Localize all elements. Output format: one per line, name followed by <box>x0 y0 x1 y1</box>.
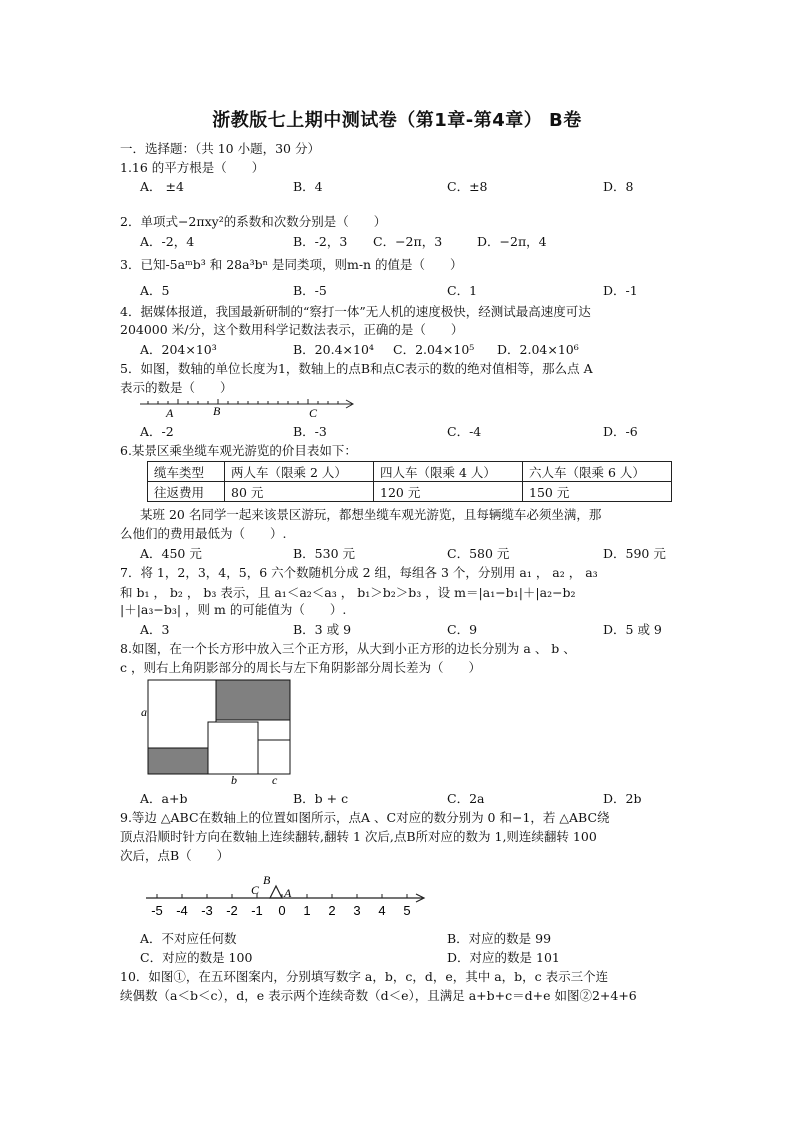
q4-option-c[interactable]: C．2.04×10⁵ <box>393 342 475 357</box>
q6-option-c[interactable]: C．580 元 <box>447 546 510 561</box>
q5-stem-line2: 表示的数是（ ） <box>120 380 233 395</box>
q10-stem-line2: 续偶数（a＜b＜c），d，e 表示两个连续奇数（d＜e），且满足 a+b+c＝d+e 如图②2+4+6 <box>120 988 637 1003</box>
square-b <box>208 722 258 774</box>
q5-point-a-label: A <box>166 406 174 420</box>
q2-option-d[interactable]: D．−2π，4 <box>477 234 547 249</box>
q6-stem-line2: 么他们的费用最低为（ ）. <box>120 526 287 541</box>
table-header-row <box>148 462 672 482</box>
table-row <box>148 482 672 502</box>
bottom-left-shaded-region <box>148 748 208 774</box>
triangle-vertex-b-label: B <box>263 873 271 887</box>
table-cell: 六人车（限乘 6 人） <box>523 462 672 482</box>
q4-option-a[interactable]: A．204×10³ <box>140 342 217 357</box>
q3-option-b[interactable]: B．-5 <box>293 283 327 298</box>
q7-stem-line1: 7．将 1，2，3，4，5，6 六个数随机分成 2 组，每组各 3 个，分别用 a₁ ， a₂ ， a₃ <box>120 565 598 580</box>
q3-option-c[interactable]: C．1 <box>447 283 478 298</box>
q6-fare-table <box>147 461 672 502</box>
q4-option-d[interactable]: D．2.04×10⁶ <box>497 342 579 357</box>
triangle-abc <box>270 886 282 898</box>
q1-stem: 1.16 的平方根是（ ） <box>120 160 265 175</box>
q5-point-c-label: C <box>309 406 318 420</box>
q6-option-b[interactable]: B．530 元 <box>293 546 356 561</box>
q1-option-c[interactable]: C．±8 <box>447 179 488 194</box>
q9-option-b[interactable]: B．对应的数是 99 <box>447 931 552 946</box>
tick-label: 0 <box>278 903 286 918</box>
q9-stem-line1: 9.等边 △ABC在数轴上的位置如图所示，点A 、C对应的数分别为 0 和−1，若 △ABC绕 <box>120 810 610 825</box>
q5-option-d[interactable]: D．-6 <box>603 424 638 439</box>
triangle-vertex-a-label: A <box>284 886 292 900</box>
table-cell: 两人车（限乘 2 人） <box>225 462 374 482</box>
q6-option-a[interactable]: A．450 元 <box>140 546 202 561</box>
q3-option-d[interactable]: D．-1 <box>603 283 638 298</box>
q3-option-a[interactable]: A．5 <box>140 283 170 298</box>
q6-stem-line1: 某班 20 名同学一起来该景区游玩，都想坐缆车观光游览，且每辆缆车必须坐满，那 <box>140 507 602 522</box>
table-cell: 四人车（限乘 4 人） <box>374 462 523 482</box>
tick-label: 5 <box>403 903 411 918</box>
q8-option-c[interactable]: C．2a <box>447 791 485 806</box>
tick-label: 1 <box>303 903 311 918</box>
q8-stem-line2: c ，则右上角阴影部分的周长与左下角阴影部分周长差为（ ） <box>120 660 481 675</box>
q5-point-b-label: B <box>213 404 221 418</box>
tick-label: -5 <box>151 903 163 918</box>
square-c <box>258 740 290 774</box>
q2-option-a[interactable]: A．-2，4 <box>140 234 195 249</box>
q4-stem-line1: 4．据媒体报道，我国最新研制的“察打一体”无人机的速度极快，经测试最高速度可达 <box>120 304 591 319</box>
triangle-vertex-c-label: C <box>251 883 260 897</box>
q5-option-b[interactable]: B．-3 <box>293 424 327 439</box>
label-b: b <box>231 773 237 787</box>
q9-number-line-figure <box>140 864 430 920</box>
tick-label: 4 <box>378 903 386 918</box>
top-right-shaded-region <box>216 680 290 720</box>
q4-option-b[interactable]: B．20.4×10⁴ <box>293 342 374 357</box>
q7-option-b[interactable]: B．3 或 9 <box>293 622 352 637</box>
q8-option-b[interactable]: B．b + c <box>293 791 349 806</box>
q10-stem-line1: 10．如图①，在五环图案内，分别填写数字 a，b，c，d，e，其中 a，b，c 表示三个连 <box>120 969 609 984</box>
table-cell: 120 元 <box>374 482 523 502</box>
tick-label: -4 <box>176 903 188 918</box>
q7-stem-line3: |＋|a₃−b₃| ，则 m 的可能值为（ ）. <box>120 602 347 617</box>
q1-option-b[interactable]: B．4 <box>293 179 323 194</box>
q9-option-a[interactable]: A．不对应任何数 <box>140 931 237 946</box>
q5-option-a[interactable]: A．-2 <box>140 424 174 439</box>
table-cell: 80 元 <box>225 482 374 502</box>
table-cell: 缆车类型 <box>148 462 225 482</box>
page-title: 浙教版七上期中测试卷（第1章-第4章） B卷 <box>212 110 582 131</box>
q7-stem-line2: 和 b₁ ， b₂ ， b₃ 表示，且 a₁＜a₂＜a₃ ， b₁＞b₂＞b₃ ，设 m＝|a₁−b₁|＋|a₂−b₂ <box>120 585 576 600</box>
q6-intro: 6.某景区乘坐缆车观光游览的价目表如下： <box>120 443 357 458</box>
label-a: a <box>141 705 147 719</box>
q5-number-line-figure <box>140 396 362 422</box>
q4-stem-line2: 204000 米/分，这个数用科学记数法表示，正确的是（ ） <box>120 322 464 337</box>
label-c: c <box>272 773 278 787</box>
section-heading: 一．选择题：（共 10 小题，30 分） <box>120 141 320 156</box>
q5-stem-line1: 5．如图，数轴的单位长度为1，数轴上的点B和点C表示的数的绝对值相等，那么点 A <box>120 361 593 376</box>
q1-option-a[interactable]: A． ±4 <box>140 179 184 194</box>
tick-label: 3 <box>353 903 361 918</box>
q8-option-d[interactable]: D．2b <box>603 791 642 806</box>
q7-option-a[interactable]: A．3 <box>140 622 170 637</box>
q7-option-c[interactable]: C．9 <box>447 622 478 637</box>
tick-label: -3 <box>201 903 213 918</box>
q1-option-d[interactable]: D．8 <box>603 179 634 194</box>
q3-stem: 3．已知-5aᵐb³ 和 28a³bⁿ 是同类项，则m-n 的值是（ ） <box>120 257 463 272</box>
square-a <box>148 680 216 748</box>
q9-option-d[interactable]: D．对应的数是 101 <box>447 950 560 965</box>
q2-option-b[interactable]: B．-2，3 <box>293 234 348 249</box>
q2-stem: 2．单项式−2πxy²的系数和次数分别是（ ） <box>120 214 387 229</box>
q2-option-c[interactable]: C．−2π，3 <box>373 234 443 249</box>
q6-option-d[interactable]: D．590 元 <box>603 546 666 561</box>
tick-label: -2 <box>226 903 238 918</box>
tick-label: -1 <box>251 903 263 918</box>
q8-rectangle-figure <box>138 678 294 790</box>
q8-option-a[interactable]: A．a+b <box>140 791 188 806</box>
tick-label: 2 <box>328 903 336 918</box>
q5-option-c[interactable]: C．-4 <box>447 424 482 439</box>
q7-option-d[interactable]: D．5 或 9 <box>603 622 662 637</box>
q9-stem-line2: 顶点沿顺时针方向在数轴上连续翻转,翻转 1 次后,点B所对应的数为 1,则连续翻转 100 <box>120 829 597 844</box>
q8-stem-line1: 8.如图，在一个长方形中放入三个正方形，从大到小正方形的边长分别为 a 、 b 、 <box>120 641 576 656</box>
q9-stem-line3: 次后，点B（ ） <box>120 848 230 863</box>
q9-option-c[interactable]: C．对应的数是 100 <box>140 950 253 965</box>
table-cell: 150 元 <box>523 482 672 502</box>
table-cell: 往返费用 <box>148 482 225 502</box>
